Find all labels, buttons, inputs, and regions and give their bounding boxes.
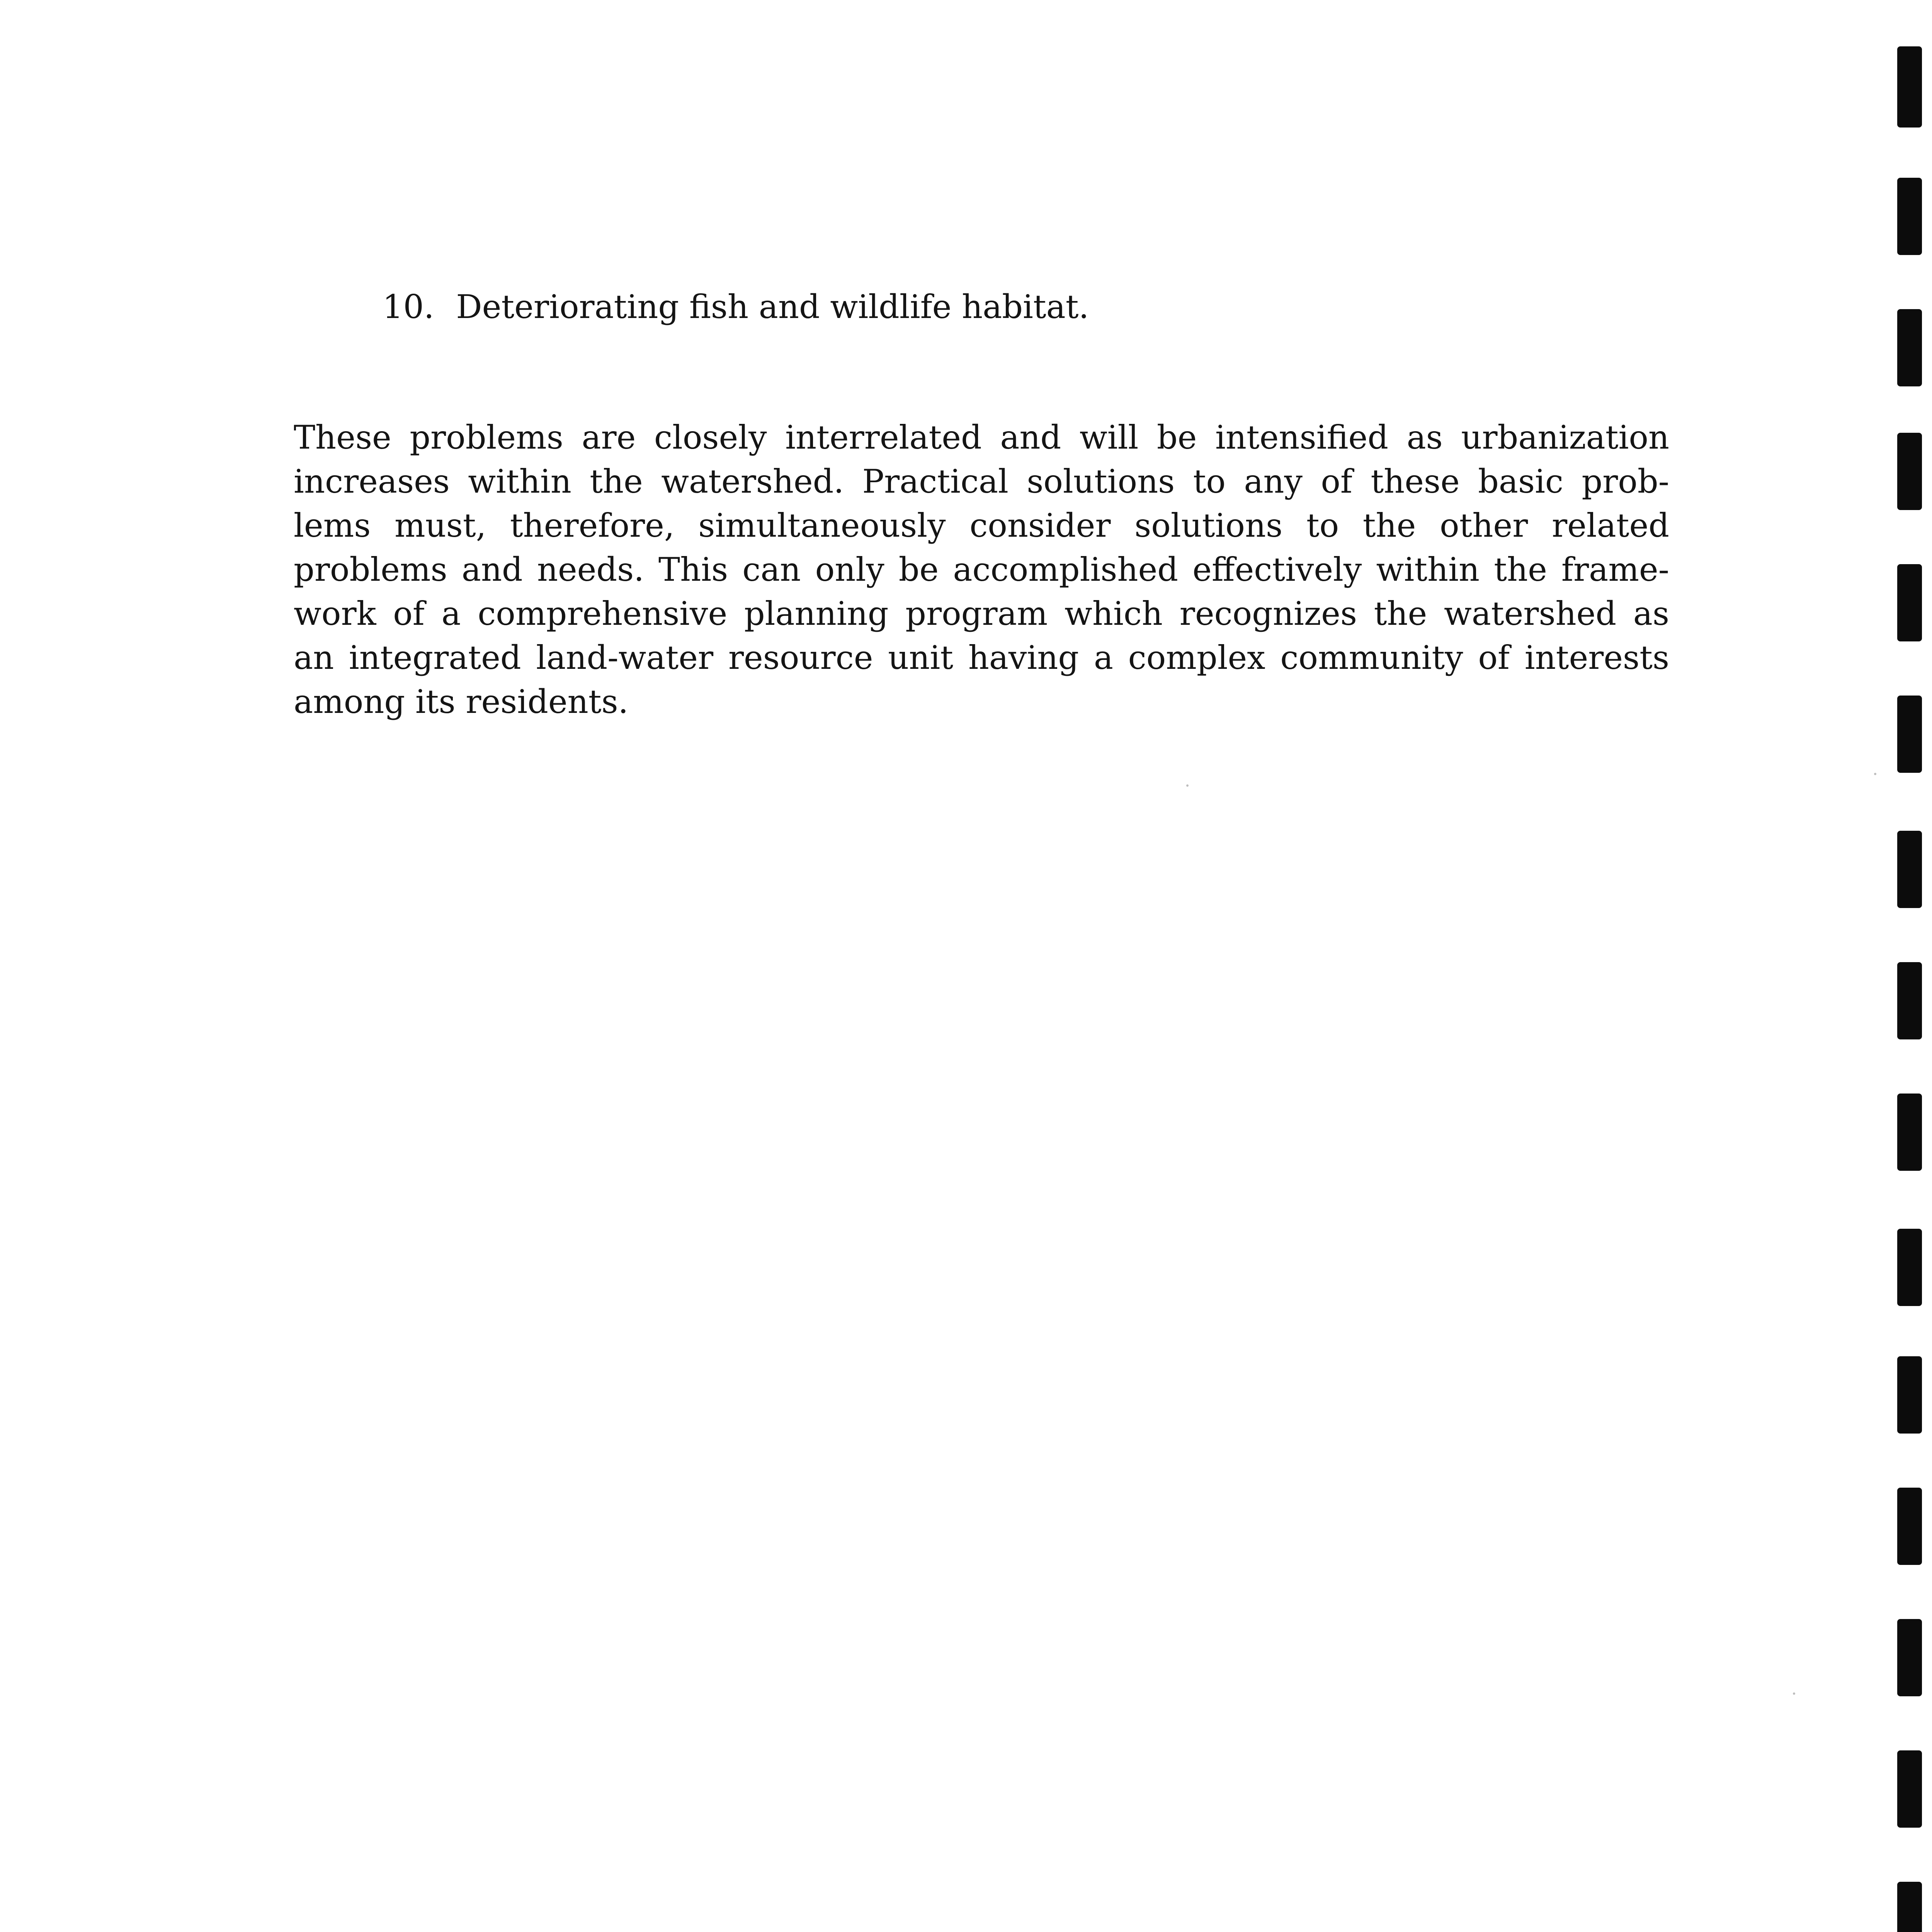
binding-hole-mark <box>1897 1229 1922 1306</box>
binding-hole-mark <box>1897 46 1922 128</box>
binding-hole-mark <box>1897 1356 1922 1434</box>
numbered-list-item <box>383 286 1089 328</box>
binding-strip <box>1897 0 1928 1932</box>
binding-hole-mark <box>1897 1488 1922 1565</box>
paragraph-line: work of a comprehensive planning program which recognizes the watershed as <box>294 595 1669 633</box>
binding-hole-mark <box>1897 309 1922 386</box>
binding-hole-mark <box>1897 1094 1922 1171</box>
scan-speck <box>1793 1692 1795 1695</box>
paragraph-line: among its residents. <box>294 683 629 721</box>
paragraph-line: increases within the watershed. Practical solutions to any of these basic prob- <box>294 463 1669 500</box>
paragraph-line: problems and needs. This can only be accomplished effectively within the frame- <box>294 551 1669 588</box>
paragraph-line: an integrated land-water resource unit having a complex community of interests <box>294 639 1669 677</box>
paragraph-line: lems must, therefore, simultaneously consider solutions to the other related <box>294 507 1669 544</box>
binding-hole-mark <box>1897 696 1922 773</box>
paragraph-line: These problems are closely interrelated and will be intensified as urbanization <box>294 418 1669 456</box>
scan-speck <box>1874 773 1876 775</box>
scan-speck <box>1186 784 1189 787</box>
binding-hole-mark <box>1897 831 1922 908</box>
body-paragraph <box>294 415 1669 724</box>
binding-hole-mark <box>1897 962 1922 1039</box>
binding-hole-mark <box>1897 1882 1922 1932</box>
binding-hole-mark <box>1897 1750 1922 1828</box>
binding-hole-mark <box>1897 433 1922 510</box>
binding-hole-mark <box>1897 564 1922 641</box>
binding-hole-mark <box>1897 178 1922 255</box>
binding-hole-mark <box>1897 1619 1922 1696</box>
list-item-number: 10. <box>383 288 434 326</box>
list-item-text: Deteriorating fish and wildlife habitat. <box>456 288 1089 326</box>
